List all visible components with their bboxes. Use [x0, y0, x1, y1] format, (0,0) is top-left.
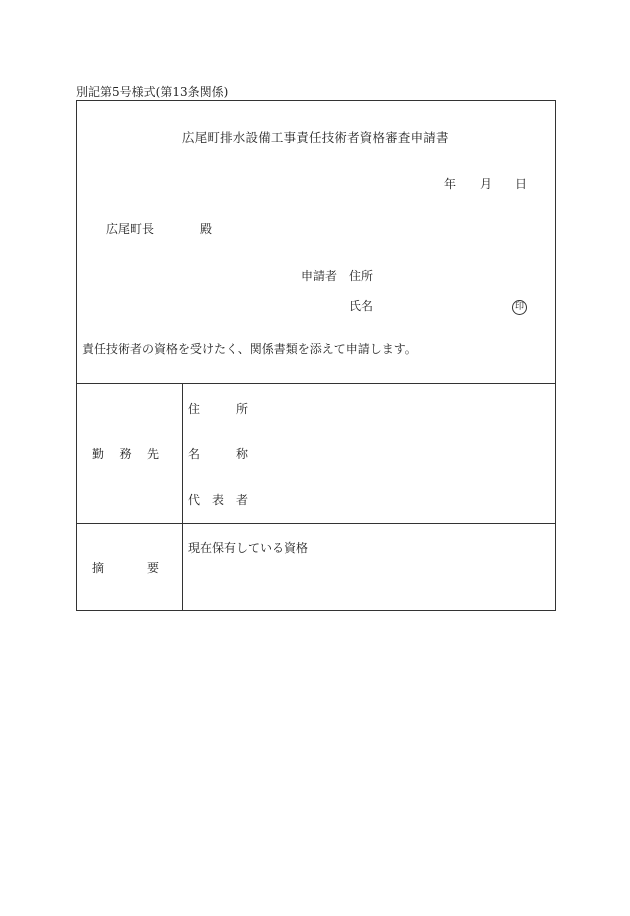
application-statement: 責任技術者の資格を受けたく、関係書類を添えて申請します。	[82, 342, 417, 356]
remarks-label-char: 要	[146, 561, 159, 575]
applicant-address-label: 住所	[349, 269, 374, 283]
seal-mark-text: 印	[512, 300, 527, 315]
addressee-honorific: 殿	[200, 222, 213, 236]
workplace-name-char: 称	[235, 447, 248, 461]
workplace-label-char: 務	[119, 447, 132, 461]
date-day-label: 日	[515, 177, 528, 191]
workplace-representative-char: 者	[235, 493, 248, 507]
workplace-address-label	[188, 402, 248, 416]
workplace-label-char: 先	[146, 447, 159, 461]
workplace-representative-char: 代	[188, 493, 201, 507]
workplace-name-label	[188, 447, 248, 461]
workplace-representative-label	[188, 493, 248, 507]
remarks-label-char: 摘	[92, 561, 105, 575]
applicant-label: 申請者	[301, 269, 338, 283]
workplace-label-char: 勤	[92, 447, 105, 461]
column-divider	[182, 383, 183, 611]
seal-mark-icon	[512, 298, 527, 315]
form-number: 別記第5号様式(第13条関係)	[76, 85, 229, 99]
section-divider	[76, 383, 556, 384]
workplace-address-char: 所	[235, 402, 248, 416]
workplace-name-char: 名	[188, 447, 201, 461]
workplace-label	[92, 447, 159, 461]
remarks-content: 現在保有している資格	[188, 541, 309, 555]
workplace-address-char: 住	[188, 402, 201, 416]
addressee-name: 広尾町長	[106, 222, 155, 236]
remarks-label	[92, 561, 159, 575]
form-title: 広尾町排水設備工事責任技術者資格審査申請書	[182, 130, 449, 145]
workplace-representative-char: 表	[211, 493, 224, 507]
date-year-label: 年	[444, 177, 457, 191]
applicant-name-label: 氏名	[349, 299, 374, 313]
section-divider	[76, 523, 556, 524]
date-month-label: 月	[480, 177, 493, 191]
